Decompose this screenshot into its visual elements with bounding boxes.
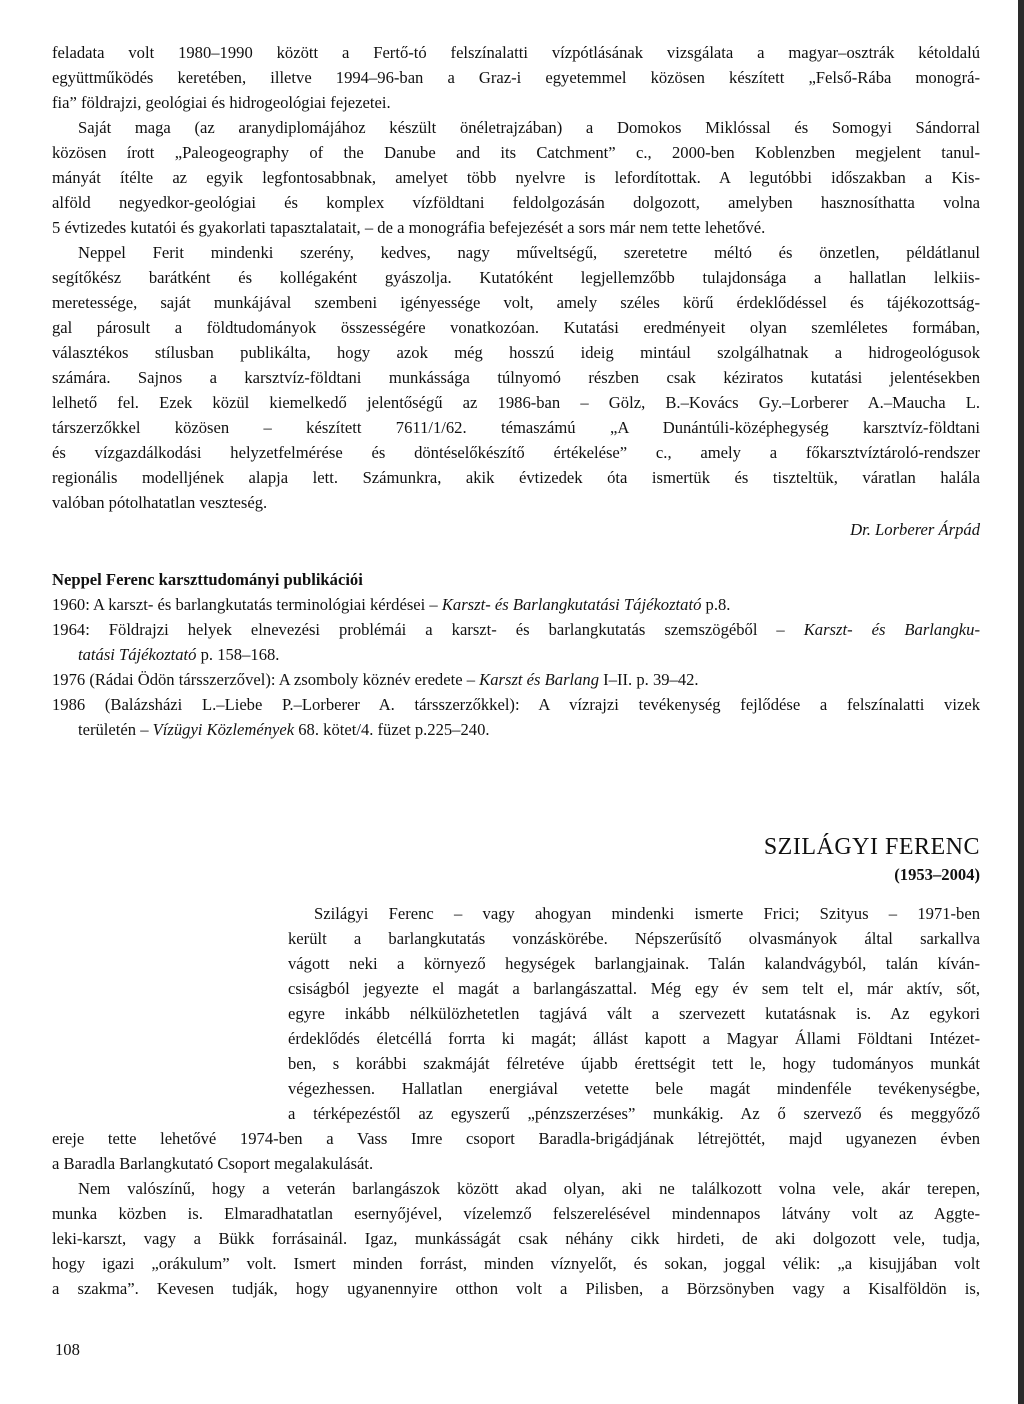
text-line: hogy igazi „orákulum” volt. Ismert minden forrást, minden víznyelőt, és sokan, joggal vélik: „a kisujjában volt [52, 1254, 980, 1273]
obituary-heading: SZILÁGYI FERENC [763, 834, 980, 860]
text-line: alföld negyedkor-geológiai és komplex vízföldtani feldolgozásán dolgozott, amelyben hasznosíthatta volna [52, 193, 980, 212]
paragraph-1 [52, 40, 980, 115]
text-line: került a barlangkutatás vonzáskörébe. Népszerűsítő olvasmányok által sarkallva [288, 929, 980, 948]
entry-text: 1960: A karszt- és barlangkutatás terminológiai kérdései – [52, 595, 442, 614]
entry-text: területén – [78, 720, 153, 739]
page-number: 108 [55, 1340, 80, 1359]
text-line: lelhető fel. Ezek közül kiemelkedő jelentőségű az 1986-ban – Gölz, B.–Kovács Gy.–Lorberer A.–Maucha L. [52, 393, 980, 412]
entry-tail: 68. kötet/4. füzet p.225–240. [294, 720, 490, 739]
bibliography-entry-continuation [52, 717, 980, 742]
text-line: munka közben is. Elmaradhatatlan esernyőjével, vízelemző felszerelésével mindennapos látvány volt az Aggte- [52, 1204, 980, 1223]
text-line: és vízgazdálkodási helyzetfelmérése és döntéselőkészítő értékelése” c., amely a főkarsztvíztároló-rendszer [52, 443, 980, 462]
text-column [52, 40, 980, 1301]
bibliography-entry [52, 667, 980, 692]
text-line: a Baradla Barlangkutató Csoport megalakulását. [52, 1154, 374, 1173]
author-signature: Dr. Lorberer Árpád [850, 520, 980, 539]
text-line: mányát ítélte az egyik legfontosabbnak, amelyet több nyelvre is lefordítottak. A legutóbbi időszakban a Kis- [52, 168, 980, 187]
text-line: csiságból jegyezte el magát a barlangászattal. Még egy év sem telt el, már aktív, sőt, [288, 979, 980, 998]
obituary-paragraph-1 [52, 1126, 980, 1176]
bibliography-entry [52, 617, 980, 642]
bibliography-entry-continuation [52, 642, 980, 667]
text-line: együttműködés keretében, illetve 1994–96-ban a Graz-i egyetemmel közösen készített „Felső-Rába monográ- [52, 68, 980, 87]
journal-title: Vízügyi Közlemények [152, 720, 295, 739]
journal-title: Karszt- és Barlangku- [803, 620, 980, 639]
text-line: társzerzőkkel közösen – készített 7611/1/62. témaszámú „A Dunántúli-középhegység karsztvíz-földtani [52, 418, 980, 437]
text-line: a szakma”. Kevesen tudják, hogy ugyanennyire otthon volt a Pilisben, a Börzsönyben vagy a Kisalföldön is, [52, 1279, 980, 1298]
text-line: végezhessen. Hallatlan energiával vetette bele magát mindenféle tevékenységbe, [288, 1079, 980, 1098]
paragraph-3 [52, 240, 980, 515]
text-line: érdeklődés életcéllá forrta ki magát; állást kapott a Magyar Állami Földtani Intézet- [288, 1029, 980, 1048]
text-line: a térképezéstől az egyszerű „pénzszerzéses” munkákig. Az ő szervező és meggyőző [288, 1104, 980, 1123]
obituary-paragraph-2 [52, 1176, 980, 1301]
text-line: ereje tette lehetővé 1974-ben a Vass Imre csoport Baradla-brigádjának létrejöttét, majd ugyanezen évben [52, 1129, 980, 1148]
text-line: gal párosult a földtudományok összességére vonatkozóan. Kutatási eredményeit olyan szemléletes formában, [52, 318, 980, 337]
text-line: leki-karszt, vagy a Bükk forrásainál. Igaz, munkásságát csak néhány cikk hirdeti, de aki dolgozott vele, tudja, [52, 1229, 980, 1248]
bibliography-title: Neppel Ferenc karszttudományi publikációi [52, 570, 363, 589]
entry-text: 1986 (Balázsházi L.–Liebe P.–Lorberer A. társszerzőkkel): A vízrajzi tevékenység fejlődése a felszínalatti vizek [52, 695, 980, 714]
text-line: közösen írott „Paleogeography of the Danube and its Catchment” c., 2000-ben Koblenzben megjelent tanul- [52, 143, 980, 162]
journal-title: Karszt és Barlang [479, 670, 600, 689]
entry-tail: p.8. [701, 595, 731, 614]
paragraph-2 [52, 115, 980, 240]
text-line: Saját maga (az aranydiplomájához készült önéletrajzában) a Domokos Miklóssal és Somogyi Sándorral [78, 118, 980, 137]
text-line: fia” földrajzi, geológiai és hidrogeológiai fejezetei. [52, 93, 391, 112]
bibliography-entry [52, 592, 980, 617]
entry-text: 1976 (Rádai Ödön társszerzővel): A zsomboly köznév eredete – [52, 670, 480, 689]
text-line: Szilágyi Ferenc – vagy ahogyan mindenki ismerte Frici; Szityus – 1971-ben [314, 904, 980, 923]
text-line: regionális modelljének alapja lett. Számunkra, akik évtizedek óta ismertük és tiszteltük, váratlan halála [52, 468, 980, 487]
text-line: választékos stílusban publikálta, hogy azok még hosszú ideig mintául szolgálhatnak a hidrogeológusok [52, 343, 980, 362]
bibliography-list [52, 592, 980, 742]
entry-text: 1964: Földrajzi helyek elnevezési problémái a karszt- és barlangkutatás szemszögéből – [52, 620, 804, 639]
text-line: egyre inkább nélkülözhetetlen tagjává vált a szervezett kutatásnak is. Az egykori [288, 1004, 980, 1023]
text-line: meretessége, saját munkájával szembeni igényessége volt, amely széles körű érdeklődéssel és tájékozottság- [52, 293, 980, 312]
text-line: Neppel Ferit mindenki szerény, kedves, nagy műveltségű, szeretetre méltó és önzetlen, példátlanul [78, 243, 980, 262]
text-line: segítőkész barátként és kollégaként gyászolja. Kutatóként legjellemzőbb tulajdonsága a hallatlan lelkiis- [52, 268, 980, 287]
text-line: feladata volt 1980–1990 között a Fertő-tó felszínalatti vízpótlásának vizsgálata a magyar–osztrák kétoldalú [52, 43, 980, 62]
scan-edge [1018, 0, 1024, 1404]
text-line: Nem valószínű, hogy a veterán barlangászok között akad olyan, aki ne találkozott volna vele, akár terepen, [78, 1179, 980, 1198]
text-line: valóban pótolhatatlan veszteség. [52, 493, 268, 512]
text-line: vágott neki a környező hegységek barlangjainak. Talán kalandvágyból, talán kíván- [288, 954, 980, 973]
text-line: ben, s korábbi szakmáját félretéve újabb érettségit tett le, hogy tudományos munkát [288, 1054, 980, 1073]
text-line: számára. Sajnos a karsztvíz-földtani munkássága túlnyomó részben csak kéziratos kutatási jelentésekben [52, 368, 980, 387]
journal-title: Karszt- és Barlangkutatási Tájékoztató [441, 595, 702, 614]
bibliography-entry [52, 692, 980, 717]
text-line: 5 évtizedes kutatói és gyakorlati tapasztalatait, – de a monográfia befejezését a sors már nem tette lehetővé. [52, 218, 766, 237]
entry-tail: p. 158–168. [196, 645, 280, 664]
journal-title: tatási Tájékoztató [78, 645, 197, 664]
obituary-dates: (1953–2004) [894, 865, 980, 884]
entry-tail: I–II. p. 39–42. [599, 670, 699, 689]
obituary-intro [288, 901, 980, 1126]
